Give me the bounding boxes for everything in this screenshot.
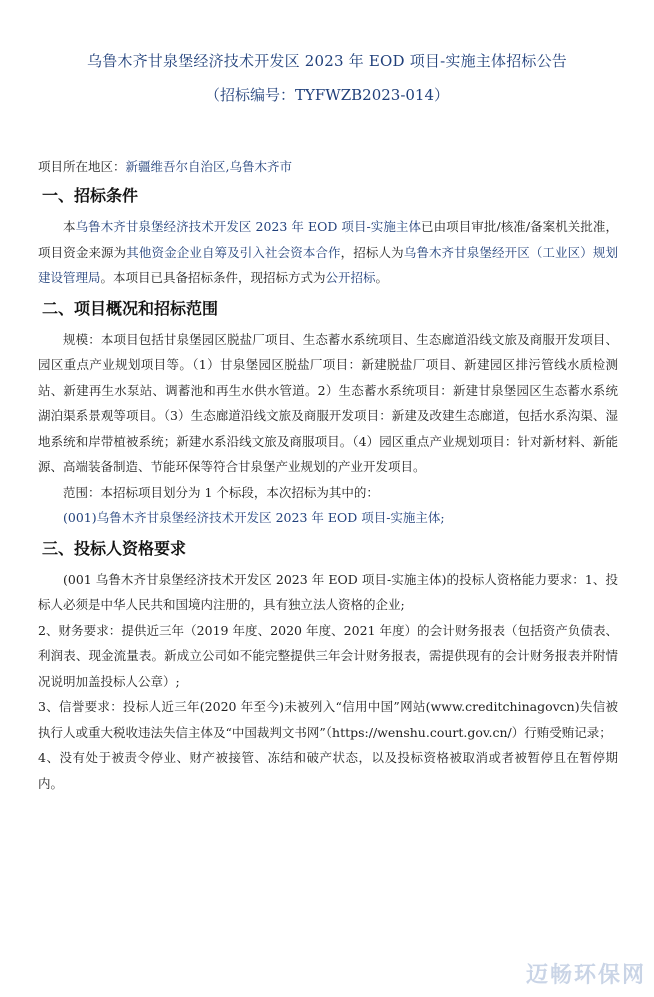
conditions-paragraph — [38, 214, 618, 291]
tenderer-name: 乌鲁木齐甘泉堡经开区（工业区）规划建设管理局 — [38, 244, 618, 285]
lot-item: (001)乌鲁木齐甘泉堡经济技术开发区 2023 年 EOD 项目-实施主体; — [63, 510, 445, 525]
scope-label: 范围 — [63, 484, 89, 500]
location-label: 项目所在地区： — [38, 159, 126, 174]
scope-paragraph — [38, 480, 618, 506]
text-fragment: 本 — [63, 219, 76, 234]
text-fragment: 已由项目审批/核准/备案机关批准，项目资金来源为 — [38, 219, 618, 260]
scale-paragraph — [38, 327, 618, 480]
page-title: 乌鲁木齐甘泉堡经济技术开发区 2023 年 EOD 项目-实施主体招标公告 — [87, 52, 567, 70]
funds-source: 其他资金企业自筹及引入社会资本合作 — [126, 244, 341, 260]
scale-label: 规模 — [63, 331, 89, 347]
document-body — [38, 156, 618, 796]
tender-number: （招标编号：TYFWZB2023-014） — [204, 86, 450, 104]
section-heading-conditions: 一、招标条件 — [42, 186, 139, 205]
text-fragment: ，招标人为 — [340, 244, 404, 260]
requirement-intro: (001 乌鲁木齐甘泉堡经济技术开发区 2023 年 EOD 项目-实施主体)的投标人资格能力要求：1、投标人必须是中华人民共和国境内注册的，具有独立法人资格的企业; — [38, 571, 618, 612]
project-name: 乌鲁木齐甘泉堡经济技术开发区 2023 年 EOD 项目-实施主体 — [75, 219, 422, 234]
section-heading-qualification: 三、投标人资格要求 — [42, 538, 187, 558]
scale-text: ：本项目包括甘泉堡园区脱盐厂项目、生态蓄水系统项目、生态廊道沿线文旅及商服开发项目、园区重点产业规划项目等。（1）甘泉堡园区脱盐厂项目：新建脱盐厂项目、新建园区排污管线水质检测站、新建再生水泵站、调蓄池和再生水供水管道。2）生态蓄水系统项目：新建甘泉堡园区生态蓄水系统湖泊渠系景观等项目。（3）生态廊道沿线文旅及商服开发项目：新建及改建生态廊道，包括水系沟渠、湿地系统和岸带植被系统；新建水系沿线文旅及商服项目。（4）园区重点产业规划项目：针对新材料、新能源、高端装备制造、节能环保等符合甘泉堡产业规划的产业开发项目。 — [38, 331, 618, 474]
project-location — [38, 156, 618, 178]
text-fragment: 。本项目已具备招标条件，现招标方式为 — [100, 270, 326, 285]
site-watermark: 迈畅环保网 — [525, 963, 646, 988]
scope-text: ：本招标项目划分为 1 个标段，本次招标为其中的： — [88, 484, 379, 500]
title-block — [0, 50, 654, 106]
tender-method: 公开招标 — [325, 270, 376, 285]
requirement-financial: 2、财务要求：提供近三年（2019 年度、2020 年度、2021 年度）的会计财务报表（包括资产负债表、利润表、现金流量表。新成立公司如不能完整提供三年会计财务报表，需提供现有的会计财务报表并附情况说明加盖投标人公章）; — [38, 622, 618, 689]
section-heading-overview: 二、项目概况和招标范围 — [42, 298, 219, 318]
location-value: 新疆维吾尔自治区,乌鲁木齐市 — [125, 159, 292, 174]
requirement-credit: 3、信誉要求：投标人近三年(2020 年至今)未被列入“信用中国”网站(www.creditchinagovcn)失信被执行人或重大税收违法失信主体及“中国裁判文书网”（https://wenshu.court.gov.cn/）行贿受贿记录； — [38, 699, 618, 740]
text-fragment: 。 — [375, 270, 389, 285]
requirement-status: 4、没有处于被责令停业、财产被接管、冻结和破产状态，以及投标资格被取消或者被暂停且在暂停期内。 — [38, 750, 618, 791]
